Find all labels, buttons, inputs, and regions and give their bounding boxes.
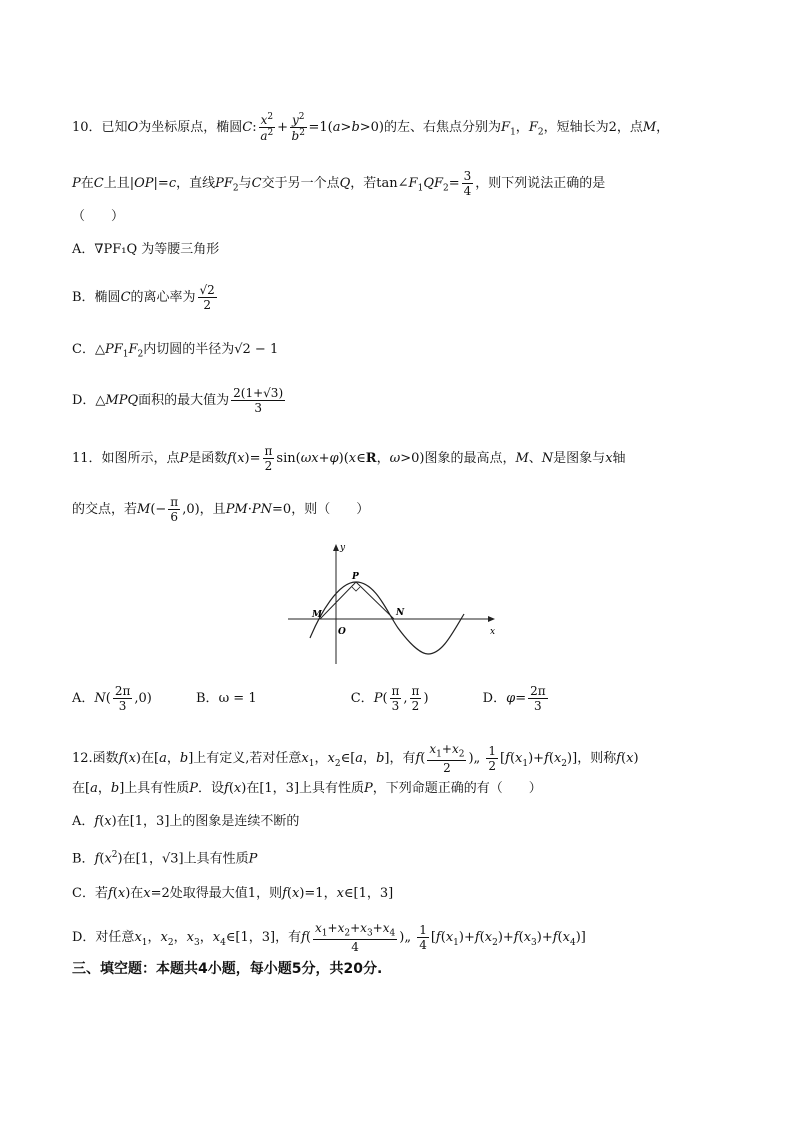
q11-options: [72, 685, 550, 712]
segment-pn: [356, 582, 394, 619]
q11-option-d: D．φ= $\frac{2\pi}{3}$: [482, 684, 546, 713]
q10-option-d: D．△MPQ面积的最大值为 $\frac{2(1+√3)}{3}$: [72, 386, 284, 415]
q10-option-c: C．$\triangle PF_1F_2$内切圆的半径为√2 − 1: [72, 342, 279, 360]
q12-stem-line2: 在[a，b]上具有性质P．设f(x)在[1，3]上具有性质P，下列命题正确的有（ ）: [72, 781, 542, 796]
q12-option-d: D．对任意$x_1$，$x_2$，$x_3$，$x_4\in[1$，3]，有f( $\frac{x_1+x_2+x_3+x_4}{4}$ )„ $\frac{1}{4}$ $[f(x_1)+f(x_2)+f(x_3)+f(x_4)]$: [72, 921, 586, 955]
section-3-heading: 三、填空题：本题共4小题，每小题5分，共20分.: [72, 961, 383, 977]
label-n: N: [396, 608, 405, 618]
q12-stem-line1: 12.函数f(x)在[a，b]上有定义,若对任意$x_1$，$x_2\in[a$，b]，有f( $\frac{x_1+x_2}{2}$ )„ $\frac{1}{2}$ $[f(x_1)+f(x_2)]$，则称f(x): [72, 742, 639, 776]
label-m: M: [312, 610, 322, 620]
q10-option-b: B．椭圆C的离心率为 $\frac{√2}{2}$: [72, 283, 215, 312]
q12-option-a: A．f(x)在[1，3]上的图象是连续不断的: [72, 814, 300, 829]
q12-option-b: B．$f(x^2)$在[1，√3]上具有性质P: [72, 850, 258, 867]
sine-curve: [310, 582, 464, 654]
segment-pm: [320, 582, 356, 619]
right-angle-mark: [352, 587, 360, 591]
q10-stem-line2: P在C上且|OP|=c，直线$PF_2$与C交于另一个点Q，若$\tan\angle F_1QF_2=$ $\frac{3}{4}$ ，则下列说法正确的是: [72, 169, 606, 198]
sine-graph: [288, 542, 508, 667]
y-axis-arrow: [333, 544, 339, 551]
x-axis-arrow: [488, 616, 495, 622]
q11-option-c: C．P( $\frac{\pi}{3}$ , $\frac{\pi}{2}$ ): [350, 684, 429, 713]
q11-option-a: A．N( $\frac{2\pi}{3}$ ,0): [72, 684, 152, 713]
label-p: P: [352, 572, 359, 582]
q12-option-c: C．若f(x)在x=2处取得最大值1，则f(x)=1，x∈[1，3]: [72, 886, 394, 901]
label-o: O: [338, 627, 346, 637]
label-x: x: [490, 627, 496, 637]
q10-stem-line1: 10．已知O为坐标原点，椭圆C: $\frac{x^2}{a^2}$ + $\frac{y^2}{b^2}$ =1(a>b>0)的左、右焦点分别为$F_1$，$F_2$，短轴长为2，点M，: [72, 112, 670, 143]
label-y: y: [340, 543, 346, 553]
q11-stem-line2: 的交点，若M(− $\frac{\pi}{6}$ ,0)，且PM·PN=0，则（ ）: [72, 495, 370, 524]
q11-stem-line1: 11．如图所示，点P是函数f(x)= $\frac{\pi}{2}$ sin(ωx+φ)(x∈R，ω>0)图象的最高点，M、N是图象与x轴: [72, 444, 626, 473]
q10-option-a: A．∇PF₁Q 为等腰三角形: [72, 242, 220, 257]
q10-paren: （ ）: [72, 209, 125, 224]
q11-option-b: B．ω = 1: [196, 691, 257, 706]
